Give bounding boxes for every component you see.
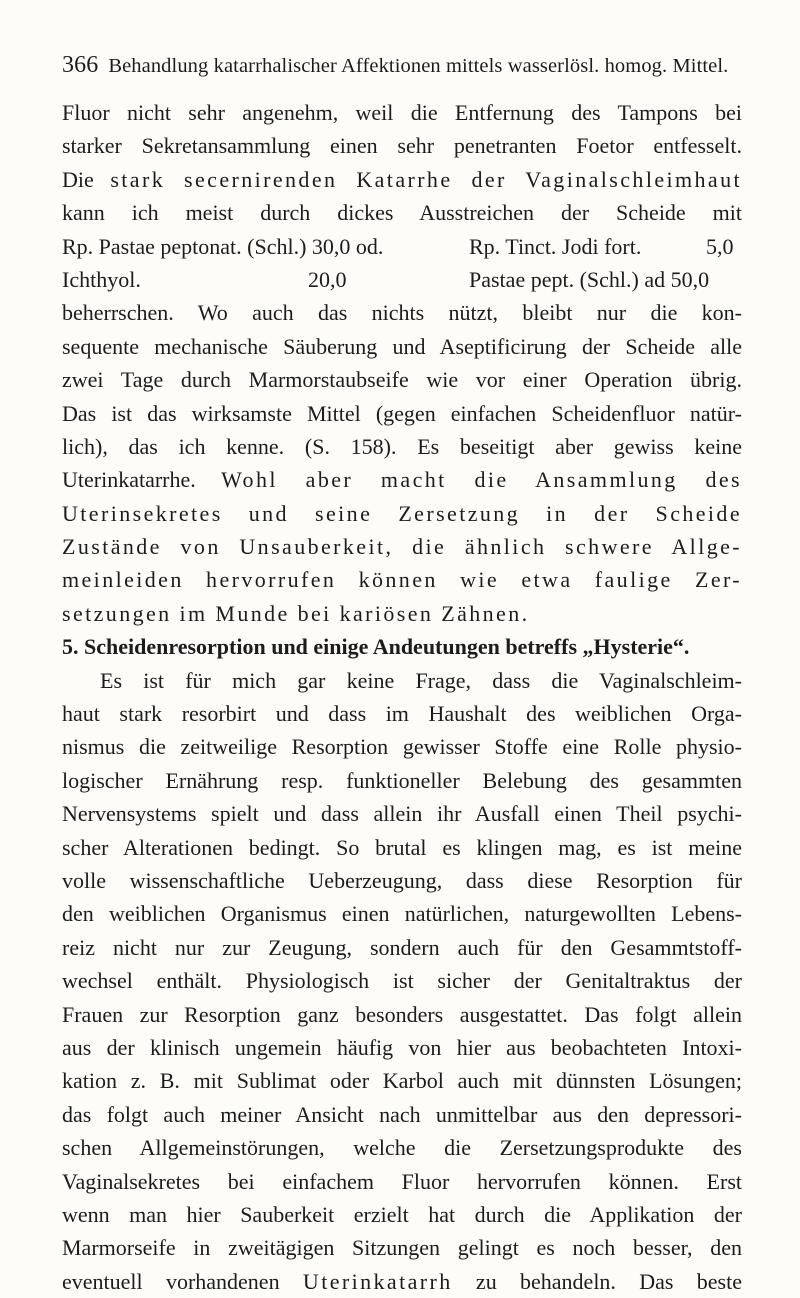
running-header (62, 52, 762, 79)
spaced-emphasis: Wohl aber macht die Ansammlung des (221, 467, 742, 493)
text-line: Das ist das wirksamste Mittel (gegen einfachen Scheidenfluor natür- (62, 400, 742, 426)
spaced-emphasis-line: meinleiden hervorrufen können wie etwa faulige Zer- (62, 567, 742, 593)
text-line: Marmorseife in zweitägigen Sitzungen gelingt es noch besser, den (62, 1235, 742, 1261)
text-line: scher Alterationen bedingt. So brutal es klingen mag, es ist meine (62, 834, 742, 860)
text-line: starker Sekretansammlung einen sehr penetranten Foetor entfesselt. (62, 133, 742, 159)
prescription-row (62, 230, 742, 263)
text-line: aus der klinisch ungemein häufig von hier aus beobachteten Intoxi- (62, 1034, 742, 1060)
text-line: wechsel enthält. Physiologisch ist sicher der Genitaltraktus der (62, 968, 742, 994)
prescription-amount: 20,0 (308, 266, 347, 292)
text-line: Vaginalsekretes bei einfachem Fluor hervorrufen können. Erst (62, 1168, 742, 1194)
spaced-emphasis-line: Uterinsekretes und seine Zersetzung in der Scheide (62, 500, 742, 526)
text-line (62, 1265, 742, 1298)
text-line: Nervensystems spielt und dass allein ihr Ausfall einen Theil psychi- (62, 801, 742, 827)
prescription-row (62, 263, 742, 296)
text-line: Fluor nicht sehr angenehm, weil die Entfernung des Tampons bei (62, 100, 742, 125)
text-run: Uterinkatarrhe. (62, 467, 222, 493)
text-run: eventuell vorhandenen (62, 1268, 303, 1294)
text-line: nismus die zeitweilige Resorption gewisser Stoffe eine Rolle physio- (62, 734, 742, 760)
spaced-emphasis-line: setzungen im Munde bei kariösen Zähnen. (62, 600, 530, 626)
text-line: das folgt auch meiner Ansicht nach unmittelbar aus den depressori- (62, 1101, 742, 1127)
section-heading: 5. Scheidenresorption und einige Andeutungen betreffs „Hysterie“. (62, 634, 690, 660)
text-line: volle wissenschaftliche Ueberzeugung, dass diese Resorption für (62, 867, 742, 893)
prescription-item: Rp. Tinct. Jodi fort. (469, 233, 642, 259)
text-line: den weiblichen Organismus einen natürlichen, naturgewollten Lebens- (62, 901, 742, 927)
text-line: kation z. B. mit Sublimat oder Karbol auch mit dünnsten Lösungen; (62, 1068, 742, 1094)
text-line (62, 463, 742, 496)
text-line: Es ist für mich gar keine Frage, dass die Vaginalschleim- (100, 667, 742, 693)
text-run: Die (62, 166, 111, 192)
spaced-emphasis: Uterinkatarrh (302, 1268, 453, 1294)
spaced-emphasis-line: Zustände von Unsauberkeit, die ähnlich schwere Allge- (62, 534, 742, 560)
text-line: reiz nicht nur zur Zeugung, sondern auch für den Gesammtstoff- (62, 934, 742, 960)
page-number: 366 (62, 52, 99, 78)
text-line: beherrschen. Wo auch das nichts nützt, bleibt nur die kon- (62, 300, 742, 326)
text-line: haut stark resorbirt und dass im Haushalt des weiblichen Orga- (62, 701, 742, 727)
prescription-item: Ichthyol. (62, 266, 141, 292)
text-line: sequente mechanische Säuberung und Aseptificirung der Scheide alle (62, 333, 742, 359)
running-title: Behandlung katarrhalischer Affektionen mittels wasserlösl. homog. Mittel. (108, 55, 729, 77)
prescription-amount: 5,0 (706, 233, 734, 259)
text-line: lich), das ich kenne. (S. 158). Es beseitigt aber gewiss keine (62, 433, 742, 459)
text-line (62, 163, 742, 196)
prescription-item: Rp. Pastae peptonat. (Schl.) 30,0 od. (62, 233, 384, 259)
text-line: Frauen zur Resorption ganz besonders ausgestattet. Das folgt allein (62, 1001, 742, 1027)
text-line: kann ich meist durch dickes Ausstreichen der Scheide mit (62, 200, 742, 226)
prescription-item: Pastae pept. (Schl.) ad 50,0 (469, 266, 710, 292)
text-line: logischer Ernährung resp. funktioneller Belebung des gesammten (62, 767, 742, 793)
text-line: wenn man hier Sauberkeit erzielt hat durch die Applikation der (62, 1201, 742, 1227)
text-run: zu behandeln. Das beste (452, 1268, 742, 1294)
text-line: schen Allgemeinstörungen, welche die Zersetzungsprodukte des (62, 1135, 742, 1161)
text-line: zwei Tage durch Marmorstaubseife wie vor einer Operation übrig. (62, 367, 742, 393)
page-body (62, 96, 742, 1298)
spaced-emphasis: stark secernirenden Katarrhe der Vaginalschleimhaut (110, 166, 743, 192)
